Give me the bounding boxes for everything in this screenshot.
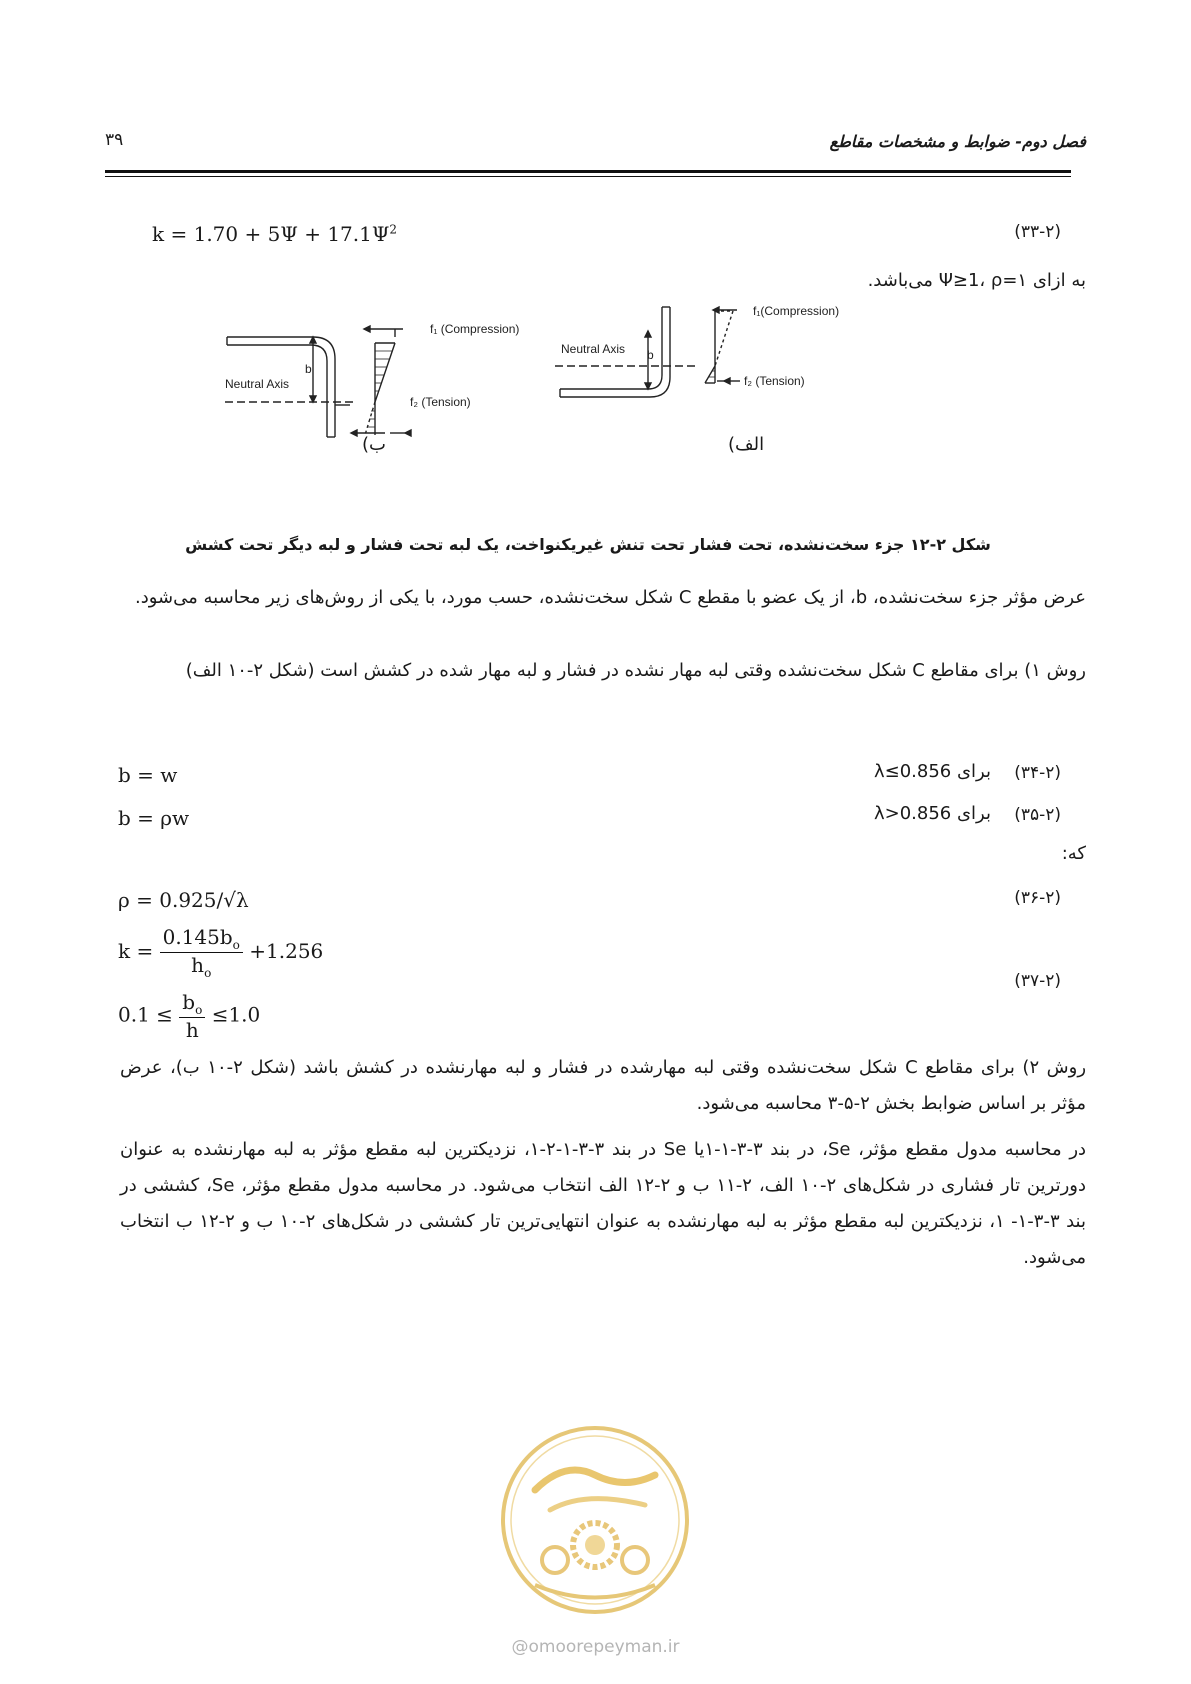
- psi-condition: به ازای Ψ≥1، ρ=۱ می‌باشد.: [867, 270, 1086, 291]
- right-dim-b: b: [647, 348, 654, 362]
- chapter-title: فصل دوم- ضوابط و مشخصات مقاطع: [829, 132, 1086, 151]
- header-rule-thin: [105, 176, 1071, 177]
- eq34-number: (۳۴-۲): [1014, 763, 1061, 783]
- right-compression: f₁(Compression): [753, 304, 840, 318]
- eq35-condition: برای λ>0.856: [873, 803, 991, 824]
- paragraph-section-modulus: در محاسبه مدول مقطع مؤثر، Se، در بند ۳-۳-۱-۱یا Se در بند ۳-۳-۱-۲-۱، نزدیکترین لبه مقطع مؤثر به لبه مهارنشده به عنوان دورترین تار فشاری در شکل‌های ۲-۱۰ الف، ۲-۱۱ ب و ۲-۱۲ الف انتخاب می‌شود. در محاسبه مدول مقطع مؤثر، Se، کششی در بند ۳-۳-۱- ۱، نزدیکترین لبه مقطع مؤثر به لبه مهارنشده به عنوان انتهایی‌ترین تار کششی در شکل‌های ۲-۱۰ ب و ۲-۱۲ ب انتخاب می‌شود.: [120, 1139, 1087, 1268]
- page-number: ۳۹: [105, 130, 124, 150]
- right-neutral-axis: Neutral Axis: [561, 342, 626, 356]
- figure-12: [225, 304, 925, 485]
- left-dim-b: b: [305, 362, 312, 376]
- eq34-condition: برای λ≤0.856: [873, 761, 991, 782]
- eq37-k-formula: k = $\frac{0.145b_o}{h_o}$ +1.256: [118, 925, 324, 980]
- eq37-inequality: 0.1 ≤ $\frac{b_o}{h}$ ≤1.0: [118, 990, 261, 1042]
- eq35-number: (۳۵-۲): [1014, 805, 1061, 825]
- figure-caption: شکل ۲-۱۲ جزء سخت‌نشده، تحت فشار تحت تنش غیریکنواخت، یک لبه تحت فشار و لبه دیگر تحت کشش: [185, 535, 991, 554]
- footer-site: @omoorepeyman.ir: [511, 1637, 680, 1657]
- watermark-logo: [495, 1420, 695, 1620]
- eq33-formula: $k = 1.70 + 5\Psi + 17.1\Psi^2$: [152, 222, 398, 246]
- left-tension: f₂ (Tension): [410, 395, 471, 409]
- figure-label-alef: الف): [728, 434, 765, 455]
- paragraph-method-1: روش ۱) برای مقاطع C شکل سخت‌نشده وقتی لبه مهار نشده در فشار و لبه مهار شده در کشش است (شکل ۲-۱۰ الف): [185, 660, 1086, 681]
- left-compression: f₁ (Compression): [430, 322, 520, 336]
- paragraph-method-2: روش ۲) برای مقاطع C شکل سخت‌نشده وقتی لبه مهارشده در فشار و لبه مهارنشده در کشش باشد (شکل ۲-۱۰ ب)، عرض مؤثر بر اساس ضوابط بخش ۲-۵-۳ محاسبه می‌شود.: [120, 1057, 1087, 1114]
- eq33-number: (۳۳-۲): [1014, 222, 1061, 242]
- paragraph-effective-width: عرض مؤثر جزء سخت‌نشده، b، از یک عضو با مقطع C شکل سخت‌نشده، حسب مورد، با یکی از روش‌های زیر محاسبه می‌شود.: [135, 587, 1086, 608]
- eq36-number: (۳۶-۲): [1014, 888, 1061, 908]
- figure-label-b: ب): [362, 434, 386, 455]
- right-tension: f₂ (Tension): [744, 374, 805, 388]
- eq36-formula: ρ = 0.925/√λ: [118, 888, 249, 912]
- eq34-formula: b = w: [118, 763, 178, 787]
- eq35-formula: b = ρw: [118, 806, 190, 830]
- header-rule: [105, 170, 1071, 173]
- eq37-number: (۳۷-۲): [1014, 971, 1061, 991]
- ke-label: که:: [1061, 843, 1086, 864]
- left-neutral-axis: Neutral Axis: [225, 377, 290, 391]
